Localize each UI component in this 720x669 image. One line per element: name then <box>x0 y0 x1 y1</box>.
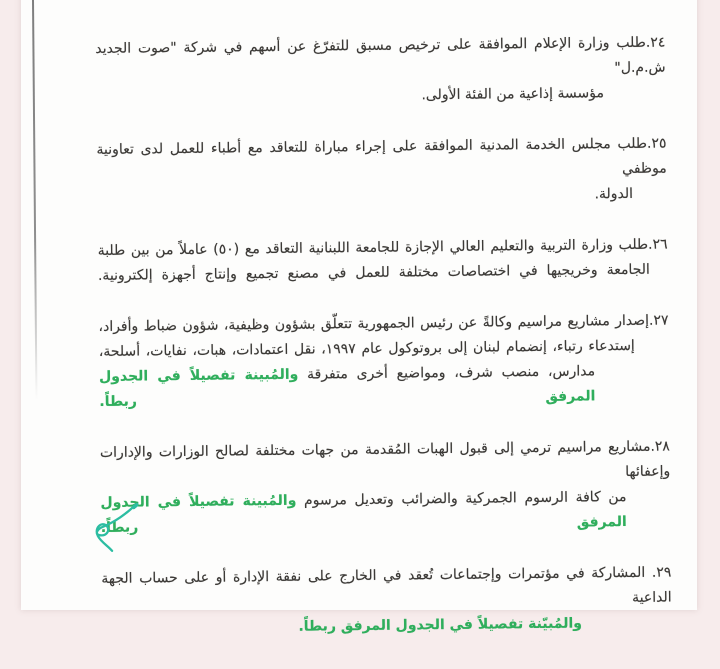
item-26-line-1: ٢٦.طلب وزارة التربية والتعليم العالي الإجازة للجامعة اللبنانية التعاقد مع (٥٠) عاملاً من بين طلبة <box>97 236 668 259</box>
list-item-26 <box>98 233 669 289</box>
item-29-line-2 <box>102 612 582 642</box>
item-27-line-3-highlight: والمُبينة تفصيلاً في الجدول المرفق ربطاً. <box>98 366 596 410</box>
item-27-line-1: ٢٧.إصدار مشاريع مراسيم وكالةً عن رئيس الجمهورية تتعلّق بشؤون وظيفية، شؤون ضباط وأفراد، <box>98 312 669 335</box>
document-body <box>95 31 672 668</box>
item-25-line-2: الدولة. <box>594 185 634 203</box>
list-item-27 <box>98 309 669 415</box>
item-27-line-3-text: مدارس، منصب شرف، ومواضيع أخرى متفرقة <box>298 363 596 383</box>
item-26-line-2: الجامعة وخريجيها في اختصاصات مختلفة للعمل في مصنع تجميع وإنتاج أجهزة إلكترونية. <box>97 261 650 284</box>
item-28-line-2 <box>100 485 627 541</box>
signature-icon <box>84 496 147 557</box>
item-24-line-2: مؤسسة إذاعية من الفئة الأولى. <box>421 85 604 104</box>
list-item-29 <box>101 560 672 641</box>
list-item-24 <box>95 31 666 112</box>
list-item-28 <box>100 434 671 540</box>
item-28-line-1: ٢٨.مشاريع مراسيم ترمي إلى قبول الهبات المُقدمة من جهات مختلفة لصالح الوزارات والإدارات وإعفائها <box>99 438 671 481</box>
item-27-line-3 <box>99 359 596 415</box>
item-27-line-2: إستدعاء رتباء، إنضمام لبنان إلى بروتوكول عام ١٩٩٧، نقل اعتمادات، هبات، نفايات، أسلحة، <box>98 337 635 360</box>
item-29-line-1: ٢٩. المشاركة في مؤتمرات وإجتماعات تُعقد في الخارج على نفقة الإدارة أو على حساب الجهة الداعية <box>101 564 672 606</box>
item-28-line-2-text: من كافة الرسوم الجمركية والضرائب وتعديل مرسوم <box>296 488 627 509</box>
item-28-line-2-highlight: والمُبينة تفصيلاً في الجدول المرفق ربطاً. <box>100 492 627 536</box>
item-24-line-1: ٢٤.طلب وزارة الإعلام الموافقة على ترخيص مسبق للتفرّغ عن أسهم في شركة "صوت الجديد ش.م.ل" <box>95 34 666 77</box>
item-29-line-2-highlight: والمُبيّنة تفصيلاً في الجدول المرفق ربطاً. <box>298 615 583 635</box>
list-item-25 <box>96 132 667 213</box>
item-25-line-1: ٢٥.طلب مجلس الخدمة المدنية الموافقة على إجراء مباراة للتعاقد مع أطباء للعمل لدى تعاونية موظفي <box>96 135 667 178</box>
